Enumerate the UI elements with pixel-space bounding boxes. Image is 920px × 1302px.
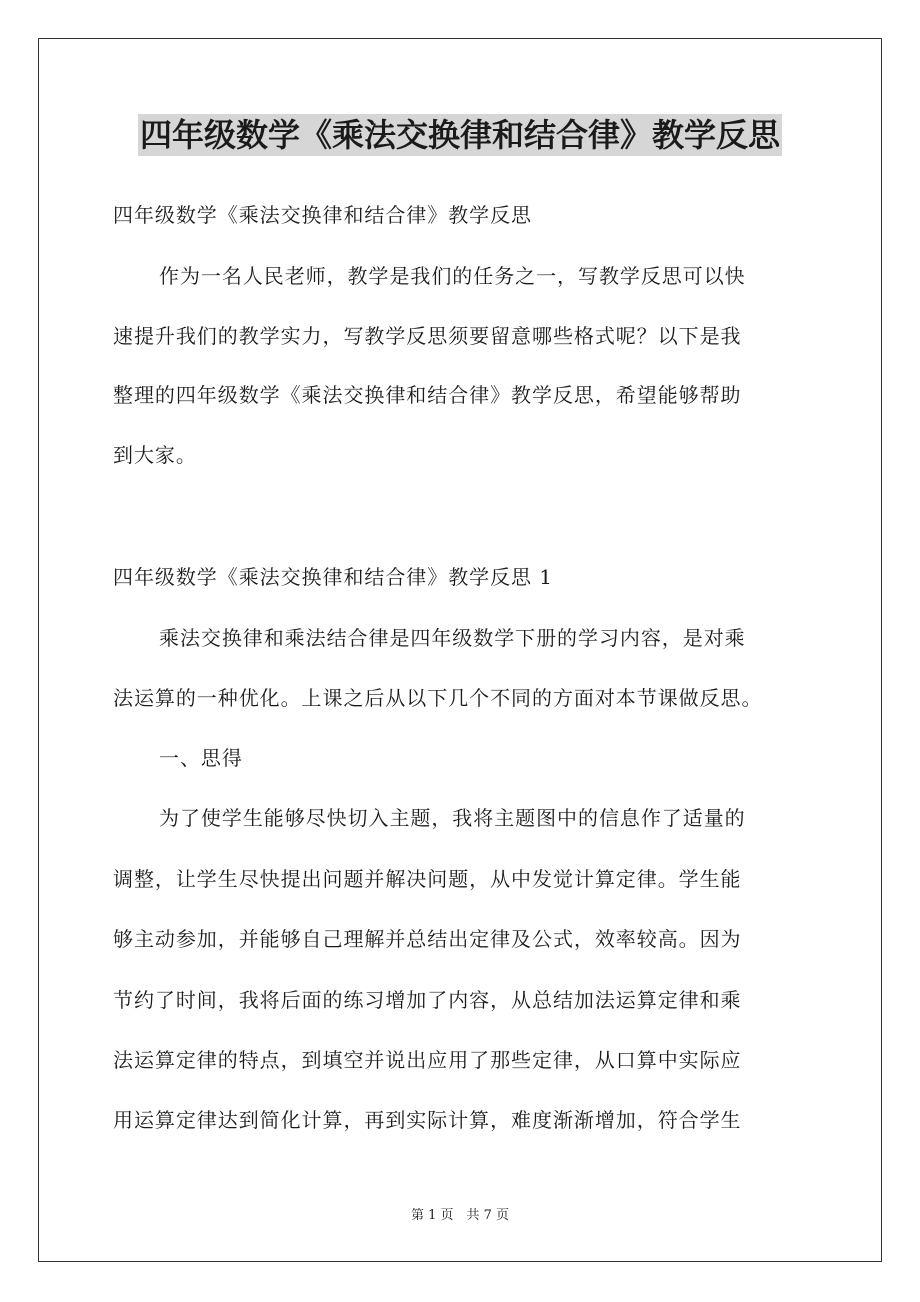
paragraph-line: 够主动参加，并能够自己理解并总结出定律及公式，效率较高。因为 bbox=[113, 927, 742, 951]
paragraph-line: 为了使学生能够尽快切入主题，我将主题图中的信息作了适量的 bbox=[159, 806, 746, 830]
paragraph-line: 乘法交换律和乘法结合律是四年级数学下册的学习内容，是对乘 bbox=[159, 626, 746, 650]
paragraph-line: 调整，让学生尽快提出问题并解决问题，从中发觉计算定律。学生能 bbox=[113, 867, 742, 891]
subheading-line: 一、思得 bbox=[159, 746, 243, 770]
paragraph-line: 法运算的一种优化。上课之后从以下几个不同的方面对本节课做反思。 bbox=[113, 686, 763, 710]
paragraph-line: 速提升我们的教学实力，写教学反思须要留意哪些格式呢？以下是我 bbox=[113, 324, 742, 348]
paragraph-line: 法运算定律的特点，到填空并说出应用了那些定律，从口算中实际应 bbox=[113, 1048, 742, 1072]
section-heading: 四年级数学《乘法交换律和结合律》教学反思 1 bbox=[113, 565, 553, 589]
page-number-footer: 第 1 页 共 7 页 bbox=[410, 1208, 510, 1223]
document-title: 四年级数学《乘法交换律和结合律》教学反思 bbox=[139, 116, 780, 154]
paragraph-line: 整理的四年级数学《乘法交换律和结合律》教学反思，希望能够帮助 bbox=[113, 383, 742, 407]
paragraph-line: 作为一名人民老师，教学是我们的任务之一，写教学反思可以快 bbox=[159, 264, 746, 288]
paragraph-line: 节约了时间，我将后面的练习增加了内容，从总结加法运算定律和乘 bbox=[113, 988, 742, 1012]
title-container bbox=[0, 114, 920, 156]
subtitle-line: 四年级数学《乘法交换律和结合律》教学反思 bbox=[113, 203, 532, 227]
paragraph-line: 用运算定律达到简化计算，再到实际计算，难度渐渐增加，符合学生 bbox=[113, 1108, 742, 1132]
paragraph-line: 到大家。 bbox=[113, 443, 197, 467]
